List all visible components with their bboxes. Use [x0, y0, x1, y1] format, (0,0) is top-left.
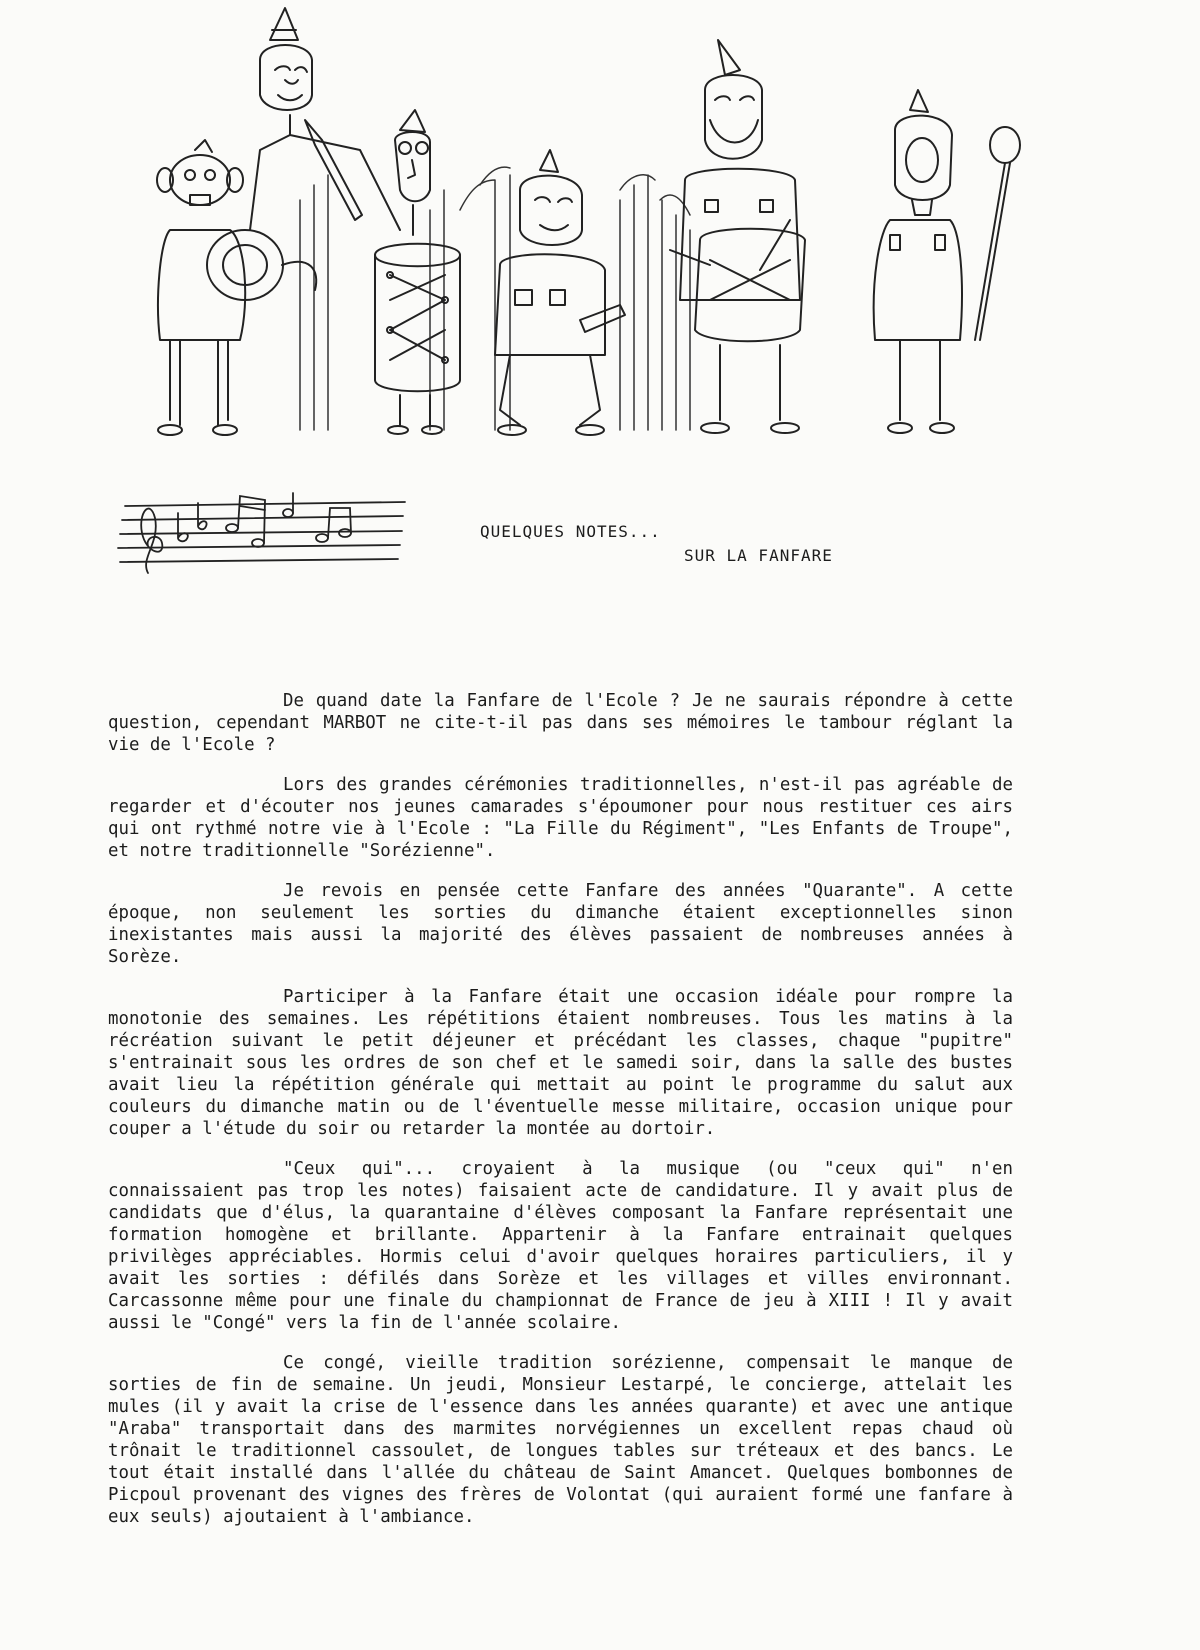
fanfare-cartoon-illustration: [100, 0, 1030, 470]
tall-man-figure: [250, 8, 400, 230]
thin-drummer-figure: [375, 110, 460, 434]
paragraph: Je revois en pensée cette Fanfare des années "Quarante". A cette époque, non seulement les sorties du dimanche étaient exceptionnelles sinon inexistantes mais aussi la majorité des élèves passaient de nombreuses années à Sorèze.: [108, 881, 1013, 967]
paragraph: Participer à la Fanfare était une occasion idéale pour rompre la monotonie des semaines. Les répétitions étaient nombreuses. Tous les matins à la récréation suivant le petit déjeuner et précédant les classes, chaque "pupitre" s'entrainait sous les ordres de son chef et le samedi soir, dans la salle des bustes avait lieu la répétition générale qui mettait au point le programme du salut aux couleurs du dimanche matin ou de l'éventuelle messe militaire, occasion unique pour couper a l'étude du soir ou retarder la montée au dortoir.: [108, 987, 1013, 1139]
article-body: [108, 690, 1013, 1546]
paragraph: Ce congé, vieille tradition sorézienne, compensait le manque de sorties de fin de semaine. Un jeudi, Monsieur Lestarpé, le concierge, attelait les mules (il y avait la crise de l'essence dans les années quarante) et avec une antique "Araba" transportait dans des marmites norvégiennes un excellent repas chaud où trônait le traditionnel cassoulet, de longues tables sur tréteaux et des bancs. Le tout était installé dans l'allée du château de Saint Amancet. Quelques bombonnes de Picpoul provenant des vignes des frères de Volontat (qui auraient formé une fanfare à eux seuls) ajoutaient à l'ambiance.: [108, 1353, 1013, 1527]
heading-line-1: QUELQUES NOTES...: [480, 522, 661, 541]
heading-line-2: SUR LA FANFARE: [684, 546, 833, 565]
stocky-musician-figure: [495, 150, 625, 435]
paragraph: De quand date la Fanfare de l'Ecole ? Je ne saurais répondre à cette question, cependant MARBOT ne cite-t-il pas dans ses mémoires le tambour réglant la vie de l'Ecole ?: [108, 691, 1013, 755]
drum-major-figure: [874, 90, 1020, 433]
music-staff-icon: [110, 488, 410, 583]
paragraph: "Ceux qui"... croyaient à la musique (ou "ceux qui" n'en connaissaient pas trop les notes) faisaient acte de candidature. Il y avait plus de candidats que d'élus, la quarantaine d'élèves composant la Fanfare représentait une formation homogène et brillante. Appartenir à la Fanfare entrainait quelques privilèges appréciables. Hormis celui d'avoir quelques horaires particuliers, il y avait les sorties : défilés dans Sorèze et les villages et villes environnant. Carcassonne même pour une finale du championnat de France de jeu à XIII ! Il y avait aussi le "Congé" vers la fin de l'année scolaire.: [108, 1159, 1013, 1333]
monkey-horn-player-figure: [157, 140, 316, 435]
paragraph: Lors des grandes cérémonies traditionnelles, n'est-il pas agréable de regarder et d'écouter nos jeunes camarades s'époumoner pour nous restituer ces airs qui ont rythmé notre vie à l'Ecole : "La Fille du Régiment", "Les Enfants de Troupe", et notre traditionnelle "Sorézienne".: [108, 775, 1013, 861]
